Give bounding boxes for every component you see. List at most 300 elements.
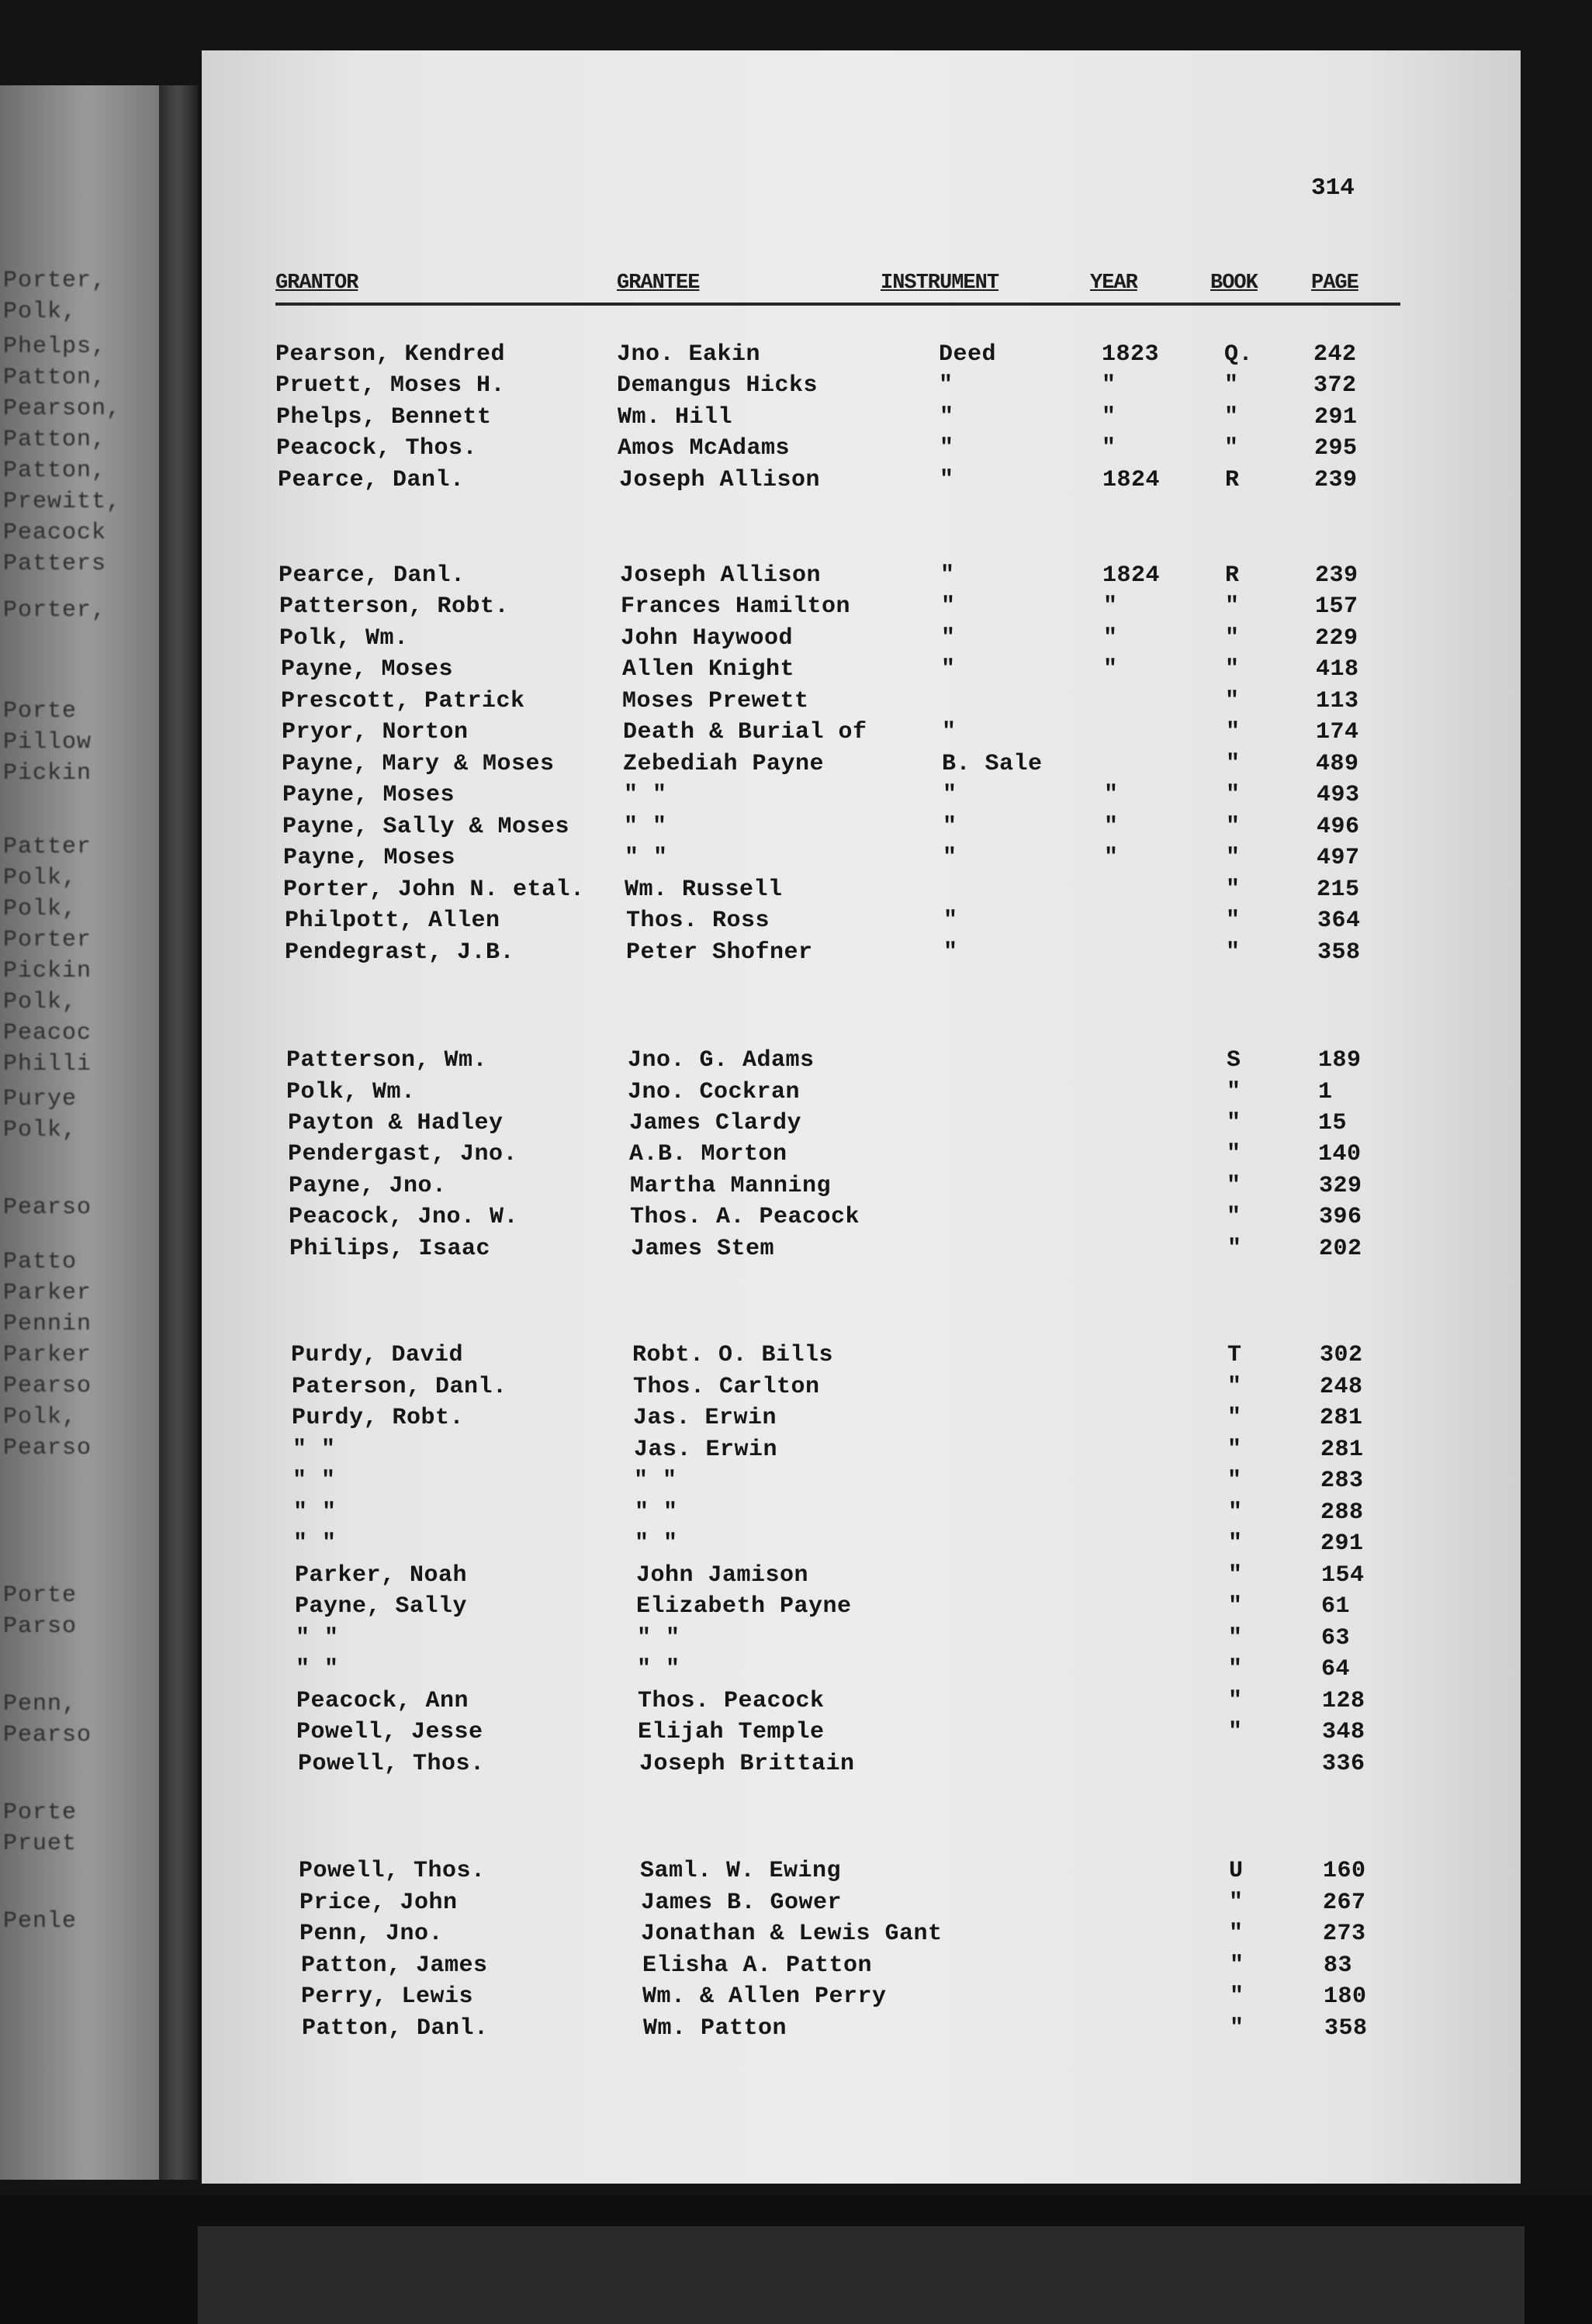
cell-grantee: Death & Burial of bbox=[623, 719, 867, 745]
header-book: BOOK bbox=[1210, 271, 1258, 295]
cell-grantee: Peter Shofner bbox=[626, 939, 813, 966]
cell-grantee: Jno. Eakin bbox=[617, 341, 761, 368]
cell-grantor: " " bbox=[296, 1656, 339, 1682]
cell-grantee: Martha Manning bbox=[630, 1173, 832, 1199]
ledger-row bbox=[202, 372, 1521, 403]
cell-grantor: Pendergast, Jno. bbox=[288, 1141, 518, 1167]
previous-page-fragment: Peacoc bbox=[3, 1020, 92, 1046]
ledger-row bbox=[202, 1562, 1521, 1593]
cell-instrument: " bbox=[941, 656, 956, 683]
cell-grantor: Payne, Sally bbox=[295, 1593, 468, 1620]
cell-grantor: Price, John bbox=[299, 1890, 458, 1916]
cell-grantor: Parker, Noah bbox=[295, 1562, 468, 1589]
cell-year: " bbox=[1104, 845, 1119, 871]
cell-book: " bbox=[1228, 1719, 1243, 1745]
cell-book: Q. bbox=[1224, 341, 1254, 368]
cell-grantor: Phelps, Bennett bbox=[276, 404, 492, 431]
cell-grantee: Frances Hamilton bbox=[621, 593, 851, 620]
cell-grantee: James B. Gower bbox=[641, 1890, 843, 1916]
ledger-row bbox=[202, 1952, 1521, 1983]
cell-book: " bbox=[1226, 845, 1241, 871]
cell-page: 358 bbox=[1317, 939, 1361, 966]
cell-grantor: Powell, Thos. bbox=[299, 1858, 486, 1884]
cell-instrument: " bbox=[943, 814, 957, 840]
cell-instrument: " bbox=[940, 435, 954, 462]
cell-page: 493 bbox=[1317, 782, 1360, 808]
previous-page-fragment: Patto bbox=[3, 1249, 78, 1275]
cell-grantee: Demangus Hicks bbox=[617, 372, 818, 399]
cell-grantee: John Jamison bbox=[636, 1562, 809, 1589]
cell-book: " bbox=[1226, 751, 1241, 777]
cell-grantor: Polk, Wm. bbox=[286, 1079, 416, 1105]
cell-grantee: Thos. Peacock bbox=[638, 1688, 825, 1714]
cell-book: " bbox=[1225, 656, 1240, 683]
cell-instrument: " bbox=[940, 404, 954, 431]
cell-page: 396 bbox=[1319, 1204, 1362, 1230]
header-grantor: GRANTOR bbox=[275, 271, 358, 295]
cell-grantor: Patton, James bbox=[301, 1952, 488, 1979]
cell-year: " bbox=[1102, 404, 1116, 431]
ledger-row bbox=[202, 1858, 1521, 1889]
cell-grantee: " " bbox=[625, 845, 668, 871]
ledger-row bbox=[202, 1625, 1521, 1656]
previous-page-fragment: Prewitt, bbox=[3, 489, 122, 515]
cell-grantee: Jas. Erwin bbox=[633, 1405, 777, 1431]
cell-page: 281 bbox=[1320, 1437, 1364, 1463]
previous-page-fragment: Polk, bbox=[3, 1404, 78, 1430]
ledger-row bbox=[202, 1719, 1521, 1750]
cell-book: " bbox=[1228, 1656, 1243, 1682]
scanner-frame bbox=[198, 2226, 1525, 2324]
cell-grantee: Jonathan & Lewis Gant bbox=[641, 1921, 943, 1947]
cell-grantee: Wm. Patton bbox=[643, 2015, 787, 2042]
previous-page-fragment: Polk, bbox=[3, 299, 78, 325]
previous-page-fragment: Penn, bbox=[3, 1691, 78, 1717]
cell-grantee: " " bbox=[637, 1656, 680, 1682]
cell-book: " bbox=[1224, 372, 1239, 399]
cell-year: " bbox=[1102, 435, 1116, 462]
previous-page-fragment: Pillow bbox=[3, 729, 92, 756]
cell-grantor: Payne, Mary & Moses bbox=[282, 751, 555, 777]
cell-book: " bbox=[1228, 1688, 1243, 1714]
cell-book: " bbox=[1228, 1562, 1243, 1589]
cell-book: " bbox=[1229, 1921, 1244, 1947]
cell-page: 140 bbox=[1318, 1141, 1362, 1167]
ledger-row bbox=[202, 1593, 1521, 1624]
previous-page-fragment: Polk, bbox=[3, 1117, 78, 1143]
cell-year: " bbox=[1104, 814, 1119, 840]
cell-grantee: Thos. Carlton bbox=[633, 1374, 820, 1400]
cell-grantee: A.B. Morton bbox=[629, 1141, 787, 1167]
cell-grantee: Elisha A. Patton bbox=[642, 1952, 873, 1979]
cell-grantor: Peacock, Ann bbox=[296, 1688, 469, 1714]
previous-page-fragment: Peacock bbox=[3, 520, 107, 546]
ledger-row bbox=[202, 1688, 1521, 1719]
ledger-row bbox=[202, 1110, 1521, 1141]
previous-page-fragment: Phelps, bbox=[3, 334, 107, 360]
cell-grantee: James Clardy bbox=[629, 1110, 802, 1136]
cell-grantee: Jno. Cockran bbox=[628, 1079, 801, 1105]
cell-instrument: B. Sale bbox=[942, 751, 1043, 777]
cell-grantor: Powell, Thos. bbox=[298, 1751, 485, 1777]
cell-grantor: Payne, Moses bbox=[281, 656, 454, 683]
cell-page: 283 bbox=[1320, 1468, 1364, 1494]
previous-page-fragment: Porte bbox=[3, 698, 78, 725]
cell-grantor: Pendegrast, J.B. bbox=[285, 939, 515, 966]
cell-grantor: Payne, Sally & Moses bbox=[282, 814, 570, 840]
cell-grantee: " " bbox=[635, 1499, 678, 1526]
cell-grantee: Saml. W. Ewing bbox=[640, 1858, 842, 1884]
header-grantee: GRANTEE bbox=[617, 271, 700, 295]
ledger-row bbox=[202, 467, 1521, 498]
cell-grantee: Joseph Brittain bbox=[639, 1751, 855, 1777]
cell-page: 291 bbox=[1320, 1530, 1364, 1557]
cell-grantee: Thos. A. Peacock bbox=[630, 1204, 860, 1230]
previous-page-edge bbox=[0, 85, 159, 2180]
cell-book: " bbox=[1227, 1374, 1242, 1400]
cell-grantor: Patton, Danl. bbox=[302, 2015, 489, 2042]
cell-grantor: " " bbox=[292, 1468, 336, 1494]
ledger-row bbox=[202, 1236, 1521, 1267]
cell-grantor: Pruett, Moses H. bbox=[275, 372, 506, 399]
cell-book: " bbox=[1226, 939, 1241, 966]
cell-page: 358 bbox=[1324, 2015, 1368, 2042]
cell-page: 180 bbox=[1324, 1983, 1367, 2010]
header-instrument: INSTRUMENT bbox=[881, 271, 999, 295]
cell-page: 267 bbox=[1323, 1890, 1366, 1916]
cell-page: 63 bbox=[1321, 1625, 1351, 1651]
cell-page: 154 bbox=[1321, 1562, 1365, 1589]
cell-grantor: Patterson, Wm. bbox=[286, 1047, 488, 1074]
cell-instrument: " bbox=[942, 719, 957, 745]
cell-page: 64 bbox=[1321, 1656, 1351, 1682]
ledger-row bbox=[202, 688, 1521, 719]
cell-grantee: Jas. Erwin bbox=[634, 1437, 778, 1463]
cell-year: " bbox=[1103, 593, 1118, 620]
ledger-row bbox=[202, 782, 1521, 813]
previous-page-fragment: Patton, bbox=[3, 365, 107, 391]
cell-grantor: Porter, John N. etal. bbox=[283, 877, 585, 903]
cell-grantor: Pearson, Kendred bbox=[275, 341, 506, 368]
ledger-row bbox=[202, 1530, 1521, 1561]
cell-year: " bbox=[1103, 625, 1118, 652]
cell-grantor: " " bbox=[293, 1499, 337, 1526]
previous-page-fragment: Pickin bbox=[3, 760, 92, 787]
previous-page-fragment: Pearso bbox=[3, 1195, 92, 1221]
cell-book: " bbox=[1227, 1141, 1241, 1167]
cell-grantor: Pearce, Danl. bbox=[279, 562, 465, 589]
previous-page-fragment: Porte bbox=[3, 1800, 78, 1826]
cell-book: " bbox=[1227, 1079, 1241, 1105]
ledger-row bbox=[202, 656, 1521, 687]
previous-page-fragment: Patton, bbox=[3, 458, 107, 484]
cell-year: 1824 bbox=[1102, 562, 1161, 589]
previous-page-fragment: Porter, bbox=[3, 268, 107, 294]
page-number: 314 bbox=[1311, 175, 1355, 202]
cell-page: 329 bbox=[1319, 1173, 1362, 1199]
cell-page: 248 bbox=[1320, 1374, 1363, 1400]
cell-page: 489 bbox=[1316, 751, 1359, 777]
previous-page-fragment: Pearso bbox=[3, 1373, 92, 1399]
header-page: PAGE bbox=[1311, 271, 1358, 295]
cell-grantor: Payne, Moses bbox=[282, 782, 455, 808]
cell-page: 202 bbox=[1319, 1236, 1362, 1262]
ledger-row bbox=[202, 1499, 1521, 1530]
cell-book: " bbox=[1226, 814, 1241, 840]
cell-grantee: Moses Prewett bbox=[622, 688, 809, 714]
cell-instrument: " bbox=[943, 939, 958, 966]
ledger-row bbox=[202, 1751, 1521, 1782]
cell-year: " bbox=[1103, 656, 1118, 683]
cell-grantor: Powell, Jesse bbox=[296, 1719, 483, 1745]
previous-page-fragment: Polk, bbox=[3, 865, 78, 891]
previous-page-fragment: Polk, bbox=[3, 896, 78, 922]
cell-grantor: Purdy, Robt. bbox=[292, 1405, 465, 1431]
cell-book: " bbox=[1228, 1625, 1243, 1651]
cell-grantee: " " bbox=[634, 1468, 677, 1494]
ledger-row bbox=[202, 751, 1521, 782]
ledger-row bbox=[202, 1921, 1521, 1952]
cell-grantee: " " bbox=[624, 782, 667, 808]
cell-page: 295 bbox=[1314, 435, 1358, 462]
cell-page: 364 bbox=[1317, 908, 1361, 934]
previous-page-fragment: Pearso bbox=[3, 1722, 92, 1748]
cell-grantee: James Stem bbox=[631, 1236, 775, 1262]
cell-page: 128 bbox=[1322, 1688, 1365, 1714]
ledger-row bbox=[202, 625, 1521, 656]
previous-page-fragment: Pruet bbox=[3, 1831, 78, 1857]
previous-page-fragment: Parker bbox=[3, 1280, 92, 1306]
cell-year: " bbox=[1104, 782, 1119, 808]
ledger-row bbox=[202, 1656, 1521, 1687]
cell-grantee: John Haywood bbox=[621, 625, 794, 652]
cell-page: 160 bbox=[1323, 1858, 1366, 1884]
cell-grantor: Payton & Hadley bbox=[288, 1110, 504, 1136]
previous-page-fragment: Pearso bbox=[3, 1435, 92, 1461]
cell-grantee: Elizabeth Payne bbox=[636, 1593, 852, 1620]
cell-grantee: Elijah Temple bbox=[638, 1719, 825, 1745]
cell-grantee: " " bbox=[637, 1625, 680, 1651]
cell-page: 61 bbox=[1321, 1593, 1351, 1620]
ledger-page bbox=[202, 50, 1521, 2184]
ledger-row bbox=[202, 814, 1521, 845]
cell-page: 229 bbox=[1315, 625, 1358, 652]
cell-grantor: Pearce, Danl. bbox=[278, 467, 465, 493]
cell-grantor: Purdy, David bbox=[291, 1342, 464, 1368]
cell-grantor: " " bbox=[292, 1437, 336, 1463]
column-header-row bbox=[275, 271, 1400, 306]
cell-grantor: Penn, Jno. bbox=[299, 1921, 444, 1947]
cell-grantor: Philpott, Allen bbox=[285, 908, 500, 934]
cell-grantor: Philips, Isaac bbox=[289, 1236, 491, 1262]
ledger-row bbox=[202, 719, 1521, 750]
cell-grantor: Payne, Jno. bbox=[289, 1173, 447, 1199]
book-spine bbox=[159, 85, 198, 2180]
cell-book: " bbox=[1226, 877, 1241, 903]
cell-page: 157 bbox=[1315, 593, 1358, 620]
cell-book: R bbox=[1225, 562, 1240, 589]
ledger-row bbox=[202, 341, 1521, 372]
previous-page-fragment: Porter bbox=[3, 927, 92, 953]
ledger-row bbox=[202, 1437, 1521, 1468]
cell-page: 1 bbox=[1318, 1079, 1333, 1105]
cell-page: 336 bbox=[1322, 1751, 1365, 1777]
cell-page: 288 bbox=[1320, 1499, 1364, 1526]
cell-grantee: Thos. Ross bbox=[626, 908, 770, 934]
previous-page-fragment: Patton, bbox=[3, 427, 107, 453]
cell-page: 239 bbox=[1314, 467, 1358, 493]
cell-book: " bbox=[1227, 1173, 1241, 1199]
previous-page-fragment: Philli bbox=[3, 1051, 92, 1077]
cell-book: T bbox=[1227, 1342, 1242, 1368]
ledger-row bbox=[202, 877, 1521, 908]
cell-book: " bbox=[1230, 1952, 1244, 1979]
previous-page-fragment: Pickin bbox=[3, 958, 92, 984]
cell-book: S bbox=[1227, 1047, 1241, 1074]
previous-page-fragment: Penle bbox=[3, 1908, 78, 1935]
cell-book: " bbox=[1226, 782, 1241, 808]
cell-page: 174 bbox=[1316, 719, 1359, 745]
cell-page: 281 bbox=[1320, 1405, 1363, 1431]
cell-grantor: Perry, Lewis bbox=[301, 1983, 474, 2010]
ledger-row bbox=[202, 593, 1521, 624]
cell-page: 189 bbox=[1318, 1047, 1362, 1074]
cell-page: 372 bbox=[1313, 372, 1357, 399]
cell-grantor: Payne, Moses bbox=[283, 845, 456, 871]
cell-book: " bbox=[1224, 435, 1239, 462]
cell-page: 15 bbox=[1318, 1110, 1348, 1136]
cell-book: " bbox=[1227, 1110, 1241, 1136]
ledger-row bbox=[202, 908, 1521, 939]
cell-page: 273 bbox=[1323, 1921, 1366, 1947]
ledger-row bbox=[202, 1983, 1521, 2014]
film-border bbox=[0, 2195, 1592, 2324]
cell-grantor: Peacock, Jno. W. bbox=[289, 1204, 519, 1230]
ledger-row bbox=[202, 1342, 1521, 1373]
cell-grantor: Pryor, Norton bbox=[282, 719, 469, 745]
cell-book: " bbox=[1225, 625, 1240, 652]
ledger-row bbox=[202, 1890, 1521, 1921]
cell-instrument: " bbox=[943, 908, 958, 934]
cell-grantee: Zebediah Payne bbox=[623, 751, 825, 777]
cell-instrument: Deed bbox=[939, 341, 997, 368]
cell-grantee: Joseph Allison bbox=[619, 467, 821, 493]
cell-book: " bbox=[1230, 1983, 1244, 2010]
cell-page: 113 bbox=[1316, 688, 1359, 714]
previous-page-fragment: Parso bbox=[3, 1613, 78, 1640]
ledger-row bbox=[202, 435, 1521, 466]
previous-page-fragment: Parker bbox=[3, 1342, 92, 1368]
cell-year: " bbox=[1102, 372, 1116, 399]
cell-page: 496 bbox=[1317, 814, 1360, 840]
cell-grantee: Allen Knight bbox=[622, 656, 795, 683]
cell-grantee: Robt. O. Bills bbox=[632, 1342, 834, 1368]
ledger-row bbox=[202, 845, 1521, 876]
cell-grantee: Wm. Russell bbox=[625, 877, 783, 903]
cell-book: " bbox=[1225, 593, 1240, 620]
ledger-row bbox=[202, 404, 1521, 435]
previous-page-fragment: Purye bbox=[3, 1086, 78, 1112]
cell-instrument: " bbox=[940, 562, 955, 589]
cell-page: 215 bbox=[1317, 877, 1360, 903]
cell-page: 83 bbox=[1324, 1952, 1353, 1979]
cell-page: 497 bbox=[1317, 845, 1360, 871]
cell-book: " bbox=[1227, 1204, 1241, 1230]
ledger-row bbox=[202, 1141, 1521, 1172]
cell-book: " bbox=[1228, 1593, 1243, 1620]
cell-instrument: " bbox=[943, 845, 957, 871]
ledger-row bbox=[202, 1173, 1521, 1204]
previous-page-fragment: Porter, bbox=[3, 597, 107, 624]
cell-grantor: Patterson, Robt. bbox=[279, 593, 510, 620]
previous-page-fragment: Porte bbox=[3, 1582, 78, 1609]
cell-grantee: " " bbox=[635, 1530, 678, 1557]
cell-book: " bbox=[1228, 1499, 1243, 1526]
previous-page-fragment: Patters bbox=[3, 551, 107, 577]
previous-page-fragment: Pennin bbox=[3, 1311, 92, 1337]
cell-grantor: Prescott, Patrick bbox=[281, 688, 525, 714]
ledger-row bbox=[202, 562, 1521, 593]
cell-book: " bbox=[1229, 1890, 1244, 1916]
previous-page-fragment: Polk, bbox=[3, 989, 78, 1015]
cell-book: " bbox=[1228, 1530, 1243, 1557]
cell-instrument: " bbox=[943, 782, 957, 808]
cell-book: R bbox=[1225, 467, 1240, 493]
ledger-row bbox=[202, 2015, 1521, 2046]
header-year: YEAR bbox=[1090, 271, 1137, 295]
ledger-row bbox=[202, 939, 1521, 970]
cell-instrument: " bbox=[940, 467, 954, 493]
previous-page-fragment: Patter bbox=[3, 834, 92, 860]
ledger-row bbox=[202, 1204, 1521, 1235]
cell-instrument: " bbox=[939, 372, 953, 399]
cell-book: U bbox=[1229, 1858, 1244, 1884]
previous-page-fragment: Pearson, bbox=[3, 396, 122, 422]
cell-page: 418 bbox=[1316, 656, 1359, 683]
cell-page: 302 bbox=[1320, 1342, 1363, 1368]
cell-grantor: Paterson, Danl. bbox=[292, 1374, 507, 1400]
cell-book: " bbox=[1224, 404, 1239, 431]
cell-grantee: Wm. & Allen Perry bbox=[642, 1983, 887, 2010]
cell-book: " bbox=[1227, 1437, 1242, 1463]
cell-page: 291 bbox=[1314, 404, 1358, 431]
cell-book: " bbox=[1227, 1236, 1242, 1262]
cell-book: " bbox=[1230, 2015, 1244, 2042]
cell-year: 1824 bbox=[1102, 467, 1161, 493]
cell-book: " bbox=[1226, 908, 1241, 934]
cell-instrument: " bbox=[941, 593, 956, 620]
cell-grantor: Peacock, Thos. bbox=[276, 435, 478, 462]
ledger-row bbox=[202, 1047, 1521, 1078]
cell-year: 1823 bbox=[1102, 341, 1160, 368]
ledger-row bbox=[202, 1468, 1521, 1499]
ledger-row bbox=[202, 1405, 1521, 1436]
cell-grantor: " " bbox=[296, 1625, 339, 1651]
cell-book: " bbox=[1227, 1405, 1242, 1431]
ledger-row bbox=[202, 1079, 1521, 1110]
cell-page: 242 bbox=[1313, 341, 1357, 368]
cell-grantor: " " bbox=[293, 1530, 337, 1557]
cell-page: 348 bbox=[1322, 1719, 1365, 1745]
cell-book: " bbox=[1226, 719, 1241, 745]
ledger-row bbox=[202, 1374, 1521, 1405]
cell-page: 239 bbox=[1315, 562, 1358, 589]
cell-grantee: Amos McAdams bbox=[618, 435, 791, 462]
cell-book: " bbox=[1227, 1468, 1242, 1494]
cell-book: " bbox=[1225, 688, 1240, 714]
cell-grantee: Wm. Hill bbox=[618, 404, 733, 431]
cell-grantee: Joseph Allison bbox=[620, 562, 822, 589]
